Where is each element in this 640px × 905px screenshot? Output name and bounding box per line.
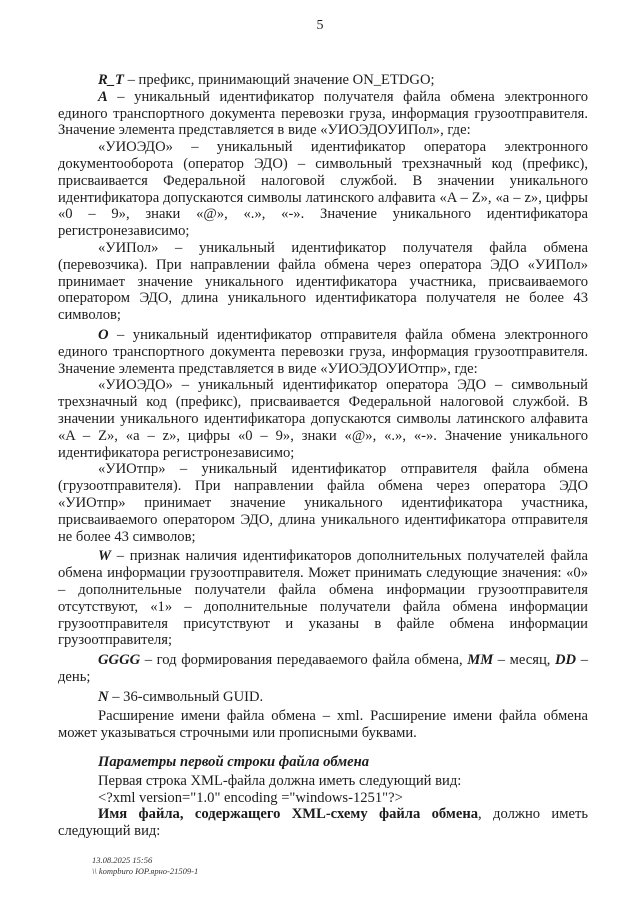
footer-path: \\ kompburo ЮР.ярно-21509-1 bbox=[92, 866, 199, 876]
term-gggg: GGGG bbox=[98, 652, 141, 669]
paragraph-a-uioedo: «УИОЭДО» – уникальный идентификатор оператора электронного документооборота (оператор ЭДО) – символьный трехзначный код (префикс), присваивается Федеральной налоговой службой. В значении уникального идентификатора допускаются символы латинского алфавита «A – Z», «a – z», цифры «0 – 9», знаки «@», «.», «-». Значение уникального идентификатора регистронезависимо; bbox=[58, 139, 588, 240]
paragraph-first-line: Первая строка XML-файла должна иметь следующий вид: bbox=[98, 772, 462, 789]
paragraph-a-uipol: «УИПол» – уникальный идентификатор получателя файла обмена (перевозчика). При направлении файла обмена через оператора ЭДО «УИПол» принимает значение уникального идентификатора участника, присваиваемого оператором ЭДО, длина уникального идентификатора получателя не более 43 символов; bbox=[58, 239, 588, 324]
paragraph-a bbox=[58, 89, 588, 139]
term-a: A bbox=[98, 88, 108, 105]
paragraph-rt bbox=[58, 72, 588, 89]
text-date-1: – год формирования передаваемого файла обмена, bbox=[140, 652, 468, 669]
paragraph-o-uioedo: «УИОЭДО» – уникальный идентификатор оператора ЭДО – символьный трехзначный код (префикс), присваивается Федеральной налоговой службой. В значении уникального идентификатора допускаются символы латинского алфавита «A – Z», «a – z», цифры «0 – 9», знаки «@», «.», «-». Значение уникального идентификатора регистронезависимо; bbox=[58, 377, 588, 461]
term-rt: R_T bbox=[98, 72, 124, 88]
paragraph-date bbox=[58, 652, 588, 686]
text-n: – 36-символьный GUID. bbox=[108, 688, 264, 705]
document-body bbox=[58, 72, 588, 840]
text-a: – уникальный идентификатор получателя файла обмена электронного единого транспортного документа перевозки груза, информация грузоотправителя. Значение элемента представляется в виде «УИОЭДОУИПол», где: bbox=[58, 88, 588, 139]
term-mm: MM bbox=[467, 652, 494, 669]
footer-date: 13.08.2025 15:56 bbox=[92, 855, 153, 865]
text-date-3: – день; bbox=[58, 652, 589, 685]
paragraph-o-uiotpr: «УИОтпр» – уникальный идентификатор отправителя файла обмена (грузоотправителя). При направлении файла обмена через оператора ЭДО «УИОтпр» принимает значение уникального идентификатора участника, присваиваемого оператором ЭДО, длина уникального идентификатора отправителя не более 43 символов; bbox=[58, 461, 588, 545]
page-number: 5 bbox=[316, 18, 324, 33]
paragraph-o bbox=[58, 327, 588, 377]
term-dd: DD bbox=[555, 652, 577, 669]
paragraph-n bbox=[58, 689, 588, 706]
text-rt: – префикс, принимающий значение ON_ETDGO; bbox=[123, 72, 435, 88]
paragraph-schema bbox=[58, 806, 588, 840]
schema-text: , должно иметь следующий вид: bbox=[58, 806, 588, 840]
paragraph-w bbox=[58, 548, 588, 649]
text-w: – признак наличия идентификаторов дополнительных получателей файла обмена информации грузоотправителя. Может принимать следующие значения: «0» – дополнительные получатели файла обмена информации грузоотправителя отсутствуют, «1» – дополнительные получатели файла обмена информации грузоотправителя присутствуют и указаны в файле обмена информации грузоотправителя; bbox=[58, 548, 588, 649]
text-o: – уникальный идентификатор отправителя файла обмена электронного единого транспортного документа перевозки груза, информация грузоотправителя. Значение элемента представляется в виде «УИОЭДОУИОтпр», где: bbox=[58, 326, 588, 377]
paragraph-extension: Расширение имени файла обмена – xml. Расширение имени файла обмена может указываться строчными или прописными буквами. bbox=[58, 708, 588, 742]
xml-declaration: <?xml version="1.0" encoding ="windows-1251"?> bbox=[98, 789, 403, 806]
text-date-2: – месяц, bbox=[493, 652, 556, 669]
footer-stamp bbox=[92, 855, 198, 877]
term-n: N bbox=[98, 688, 109, 705]
term-w: W bbox=[98, 548, 111, 565]
section-heading: Параметры первой строки файла обмена bbox=[98, 754, 370, 771]
schema-bold-text: Имя файла, содержащего XML-схему файла обмена bbox=[98, 806, 479, 823]
term-o: O bbox=[98, 326, 109, 343]
